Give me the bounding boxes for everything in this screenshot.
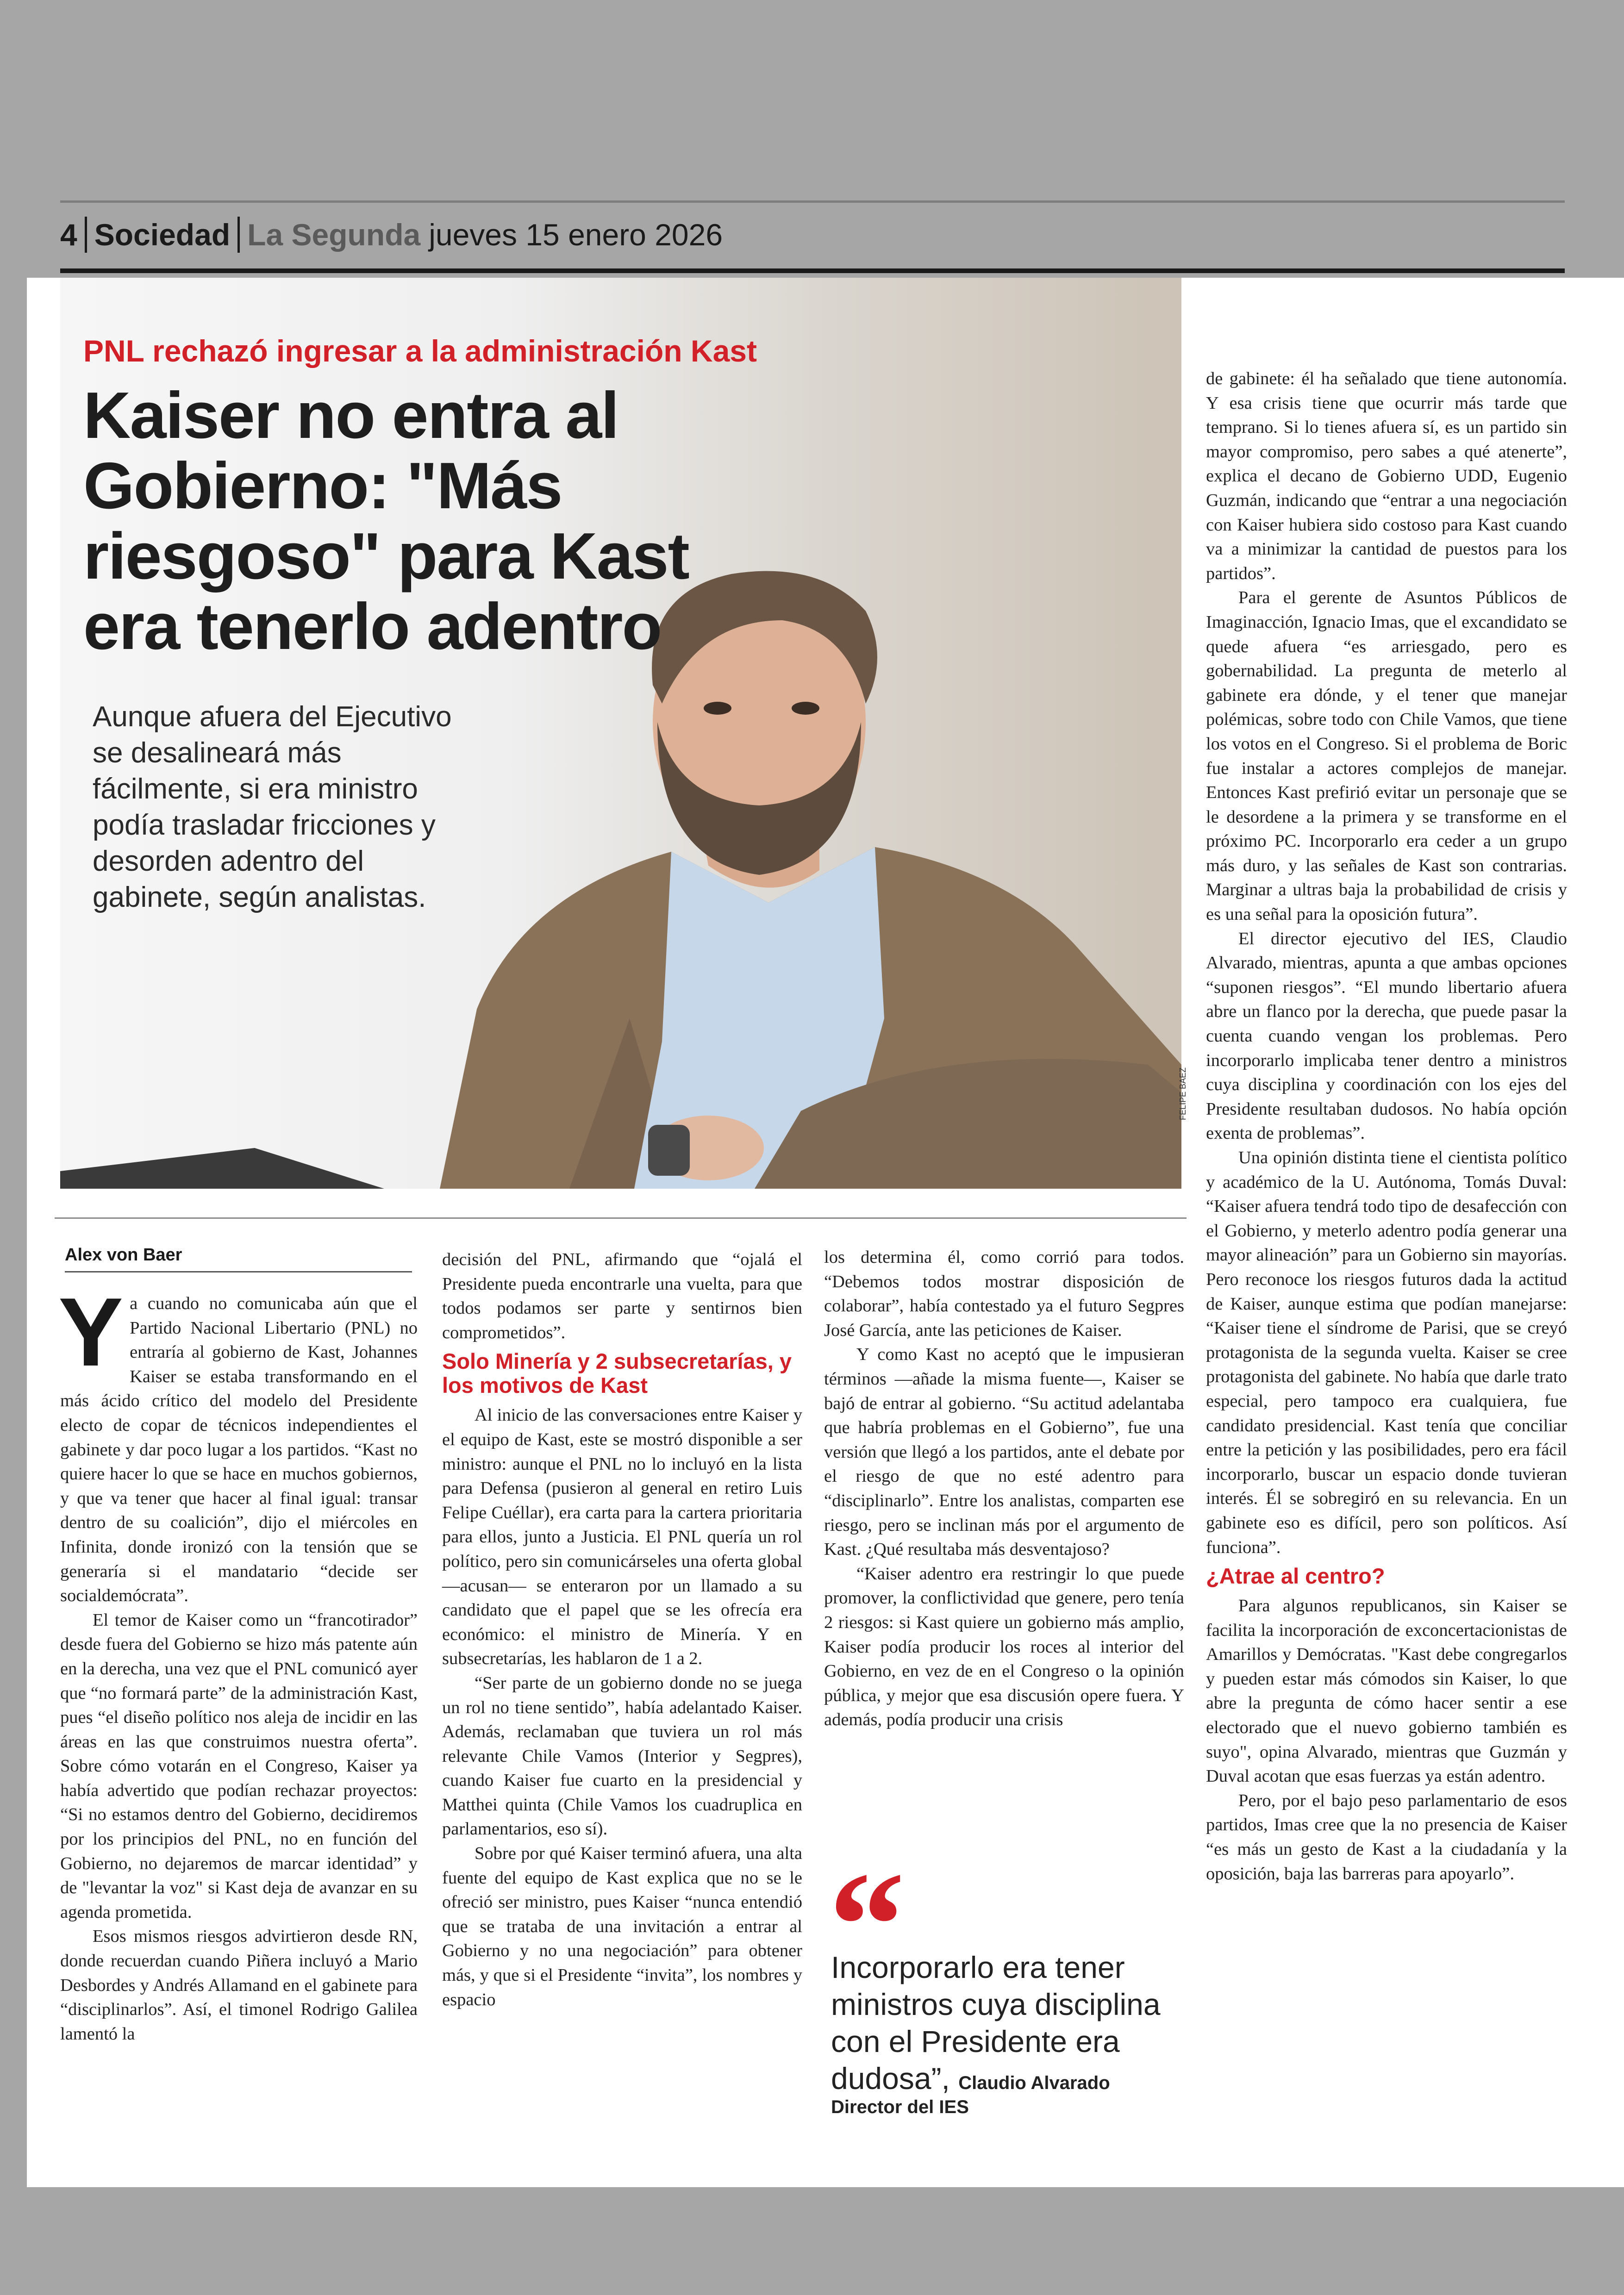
paragraph-text: a cuando no comunicaba aún que el Partido Nacional Libertario (PNL) no entraría al gobierno de Kast, Johannes Kaiser se estaba transformando en el más ácido crítico del modelo del Presidente electo de copar de técnicos independientes el gabinete y dar poco lugar a los partidos. “Kast no quiere hacer lo que se hace en muchos gobiernos, y que va tener que hacer al final igual: transar dentro de su coalición”, dijo el miércoles en Infinita, donde ironizó con la tensión que se generaría si el mandatario “decide ser socialdemócrata”. <box>60 1294 418 1606</box>
quote-mark-icon: “ <box>829 1841 905 2010</box>
paragraph: de gabinete: él ha señalado que tiene autonomía. Y esa crisis tiene que ocurrir más tarde que temprano. Si lo tienes afuera sí, es un partido sin mayor compromiso, pero sabes a qué atenerte”, explica el decano de Gobierno UDD, Eugenio Guzmán, indicando que “entrar a una negociación con Kaiser hubiera sido costoso para Kast cuando va a minimizar la cantidad de puestos para los partidos”. <box>1206 369 1567 583</box>
paragraph: Y como Kast no aceptó que le impusieran términos —añade la misma fuente—, Kaiser se bajó de entrar al gobierno. “Su actitud adelantaba que habría problemas en el Gobierno”, fue una versión que llegó a los partidos, ante el debate por el riesgo de que no esté adentro para “disciplinarlo”. Entre los analistas, comparten ese riesgo, pero se inclinan más por el argumento de Kast. ¿Qué resultaba más desventajoso? <box>824 1345 1184 1559</box>
paragraph: Esos mismos riesgos advirtieron desde RN, donde recuerdan cuando Piñera incluyó a Mario Desbordes y Andrés Allamand en el gabinete para “disciplinarlos”. Así, el timonel Rodrigo Galilea lamentó la <box>60 1927 418 2044</box>
issue-date: jueves 15 enero 2026 <box>429 218 723 252</box>
article-kicker: PNL rechazó ingresar a la administración Kast <box>83 334 757 368</box>
paragraph: El temor de Kaiser como un “francotirador” desde fuera del Gobierno se hizo más patente aún en la derecha, una vez que el PNL comunicó ayer que “no formará parte” de la administración Kast, pues “el diseño político nos aleja de incidir en las áreas en las que construimos nuestra oferta”. Sobre cómo votarán en el Congreso, Kaiser ya había advertido que podían rechazar proyectos: “Si no estamos dentro del Gobierno, decidiremos por los principios del PNL, no en función del Gobierno, no dejaremos de marcar identidad” y de "levantar la voz" si Kast deja de avanzar en su agenda prometida. <box>60 1610 418 1922</box>
article-headline: Kaiser no entra al Gobierno: "Más riesgoso" para Kast era tenerlo adentro <box>83 379 689 663</box>
folio-line <box>60 209 723 260</box>
article-deck: Aunque afuera del Ejecutivo se desalineará más fácilmente, si era ministro podía trasladar fricciones y desorden adentro del gabinete, según analistas. <box>93 701 452 913</box>
article-column-3 <box>824 1245 1184 1732</box>
paragraph: Para el gerente de Asuntos Públicos de Imaginacción, Ignacio Imas, que el excandidato se quede afuera “es arriesgado, pero es gobernabilidad. La pregunta de meterlo al gabinete era dónde, y el tener que manejar polémicas, sobre todo con Chile Vamos, que tiene los votos en el Congreso. Si el problema de Boric fue instalar a actores complejos de manejar. Entonces Kast prefirió evitar un personaje que se le desordene a la primera y se transforme en el próximo PC. Incorporarlo era ceder a un grupo más duro, y las señales de Kast son contrarias. Marginar a ultras baja la probabilidad de crisis y es una señal para la oposición futura”. <box>1206 588 1567 924</box>
paragraph: Una opinión distinta tiene el cientista político y académico de la U. Autónoma, Tomás Duval: “Kaiser afuera tendrá todo tipo de desafección con el Gobierno, y meterlo adentro podía generar una mayor alineación” para un Gobierno sin mayorías. Pero reconoce los riesgos futuros dada la actitud de Kaiser, aunque estima que podían manejarse: “Kaiser tiene el síndrome de Parisi, que se creyó protagonista de la segunda vuelta. Kaiser se cree protagonista del gabinete. No había que darle trato especial, pero tampoco era cualquiera, fue candidato presidencial. Kast tenía que conciliar entre la petición y las posibilidades, pero era fácil incorporarlo, buscar un espacio donde tuvieran interés. Él se sobregiró en su relevancia. En un gabinete eso es difícil, pero son políticos. Así funciona”. <box>1206 1148 1567 1557</box>
paragraph: decisión del PNL, afirmando que “ojalá el Presidente pueda encontrarle una vuelta, para que todos podamos ser parte y sentirnos bien comprometidos”. <box>442 1250 802 1342</box>
header-rule-top <box>60 200 1565 203</box>
paragraph: Al inicio de las conversaciones entre Kaiser y el equipo de Kast, este se mostró disponible a ser ministro: aunque el PNL no lo incluyó en la lista para Defensa (pusieron al general en retiro Luis Felipe Cuéllar), era carta para la cartera prioritaria para ellos, junto a Justicia. El PNL quería un rol político, pero sin comunicárseles una oferta global —acusan— se enteraron por un llamado a su candidato que el papel que se les ofrecía era económico: el ministro de Minería. Y en subsecretarías, les hablaron de 1 a 2. <box>442 1405 802 1669</box>
paragraph: Para algunos republicanos, sin Kaiser se facilita la incorporación de exconcertacionistas de Amarillos y Demócratas. "Kast debe congregarlos y pueden estar más cómodos sin Kaiser, lo que abre la pregunta de cómo hacer sentir a ese electorado que el nuevo gobierno también es suyo", opina Alvarado, mientras que Guzmán y Duval acotan que esas fuerzas ya están adentro. <box>1206 1596 1567 1786</box>
article-column-2 <box>442 1247 802 2012</box>
pull-quote <box>831 1949 1201 2102</box>
article-column-4 <box>1206 367 1567 1886</box>
byline-rule <box>65 1271 412 1272</box>
pull-quote-text: Incorporarlo era tener ministros cuya disciplina con el Presidente era dudosa”, <box>831 1950 1161 2095</box>
folio-separator <box>85 217 87 253</box>
header-rule-bottom <box>60 268 1565 273</box>
pull-quote-author: Claudio Alvarado <box>958 2073 1110 2093</box>
drop-cap: Y <box>58 1278 124 1386</box>
byline: Alex von Baer <box>65 1245 182 1265</box>
pull-quote-role: Director del IES <box>831 2097 969 2117</box>
subheading: Solo Minería y 2 subsecretarías, y los motivos de Kast <box>442 1349 792 1398</box>
paragraph: “Kaiser adentro era restringir lo que puede promover, la conflictividad que genere, pero tenía 2 riesgos: si Kast quiere un gobierno más amplio, Kaiser podía producir los roces al interior del Gobierno, en vez de en el Congreso o la opinión pública, y mejor que esa discusión opere fuera. Y además, podía producir una crisis <box>824 1564 1184 1730</box>
page-number: 4 <box>60 218 77 252</box>
section-name: Sociedad <box>94 218 231 252</box>
photo-credit: FELIPE BAEZ <box>1178 1067 1187 1120</box>
paragraph: Sobre por qué Kaiser terminó afuera, una alta fuente del equipo de Kast explica que no se le ofreció ser ministro, pues Kaiser “nunca entendió que se trataba de una invitación a entrar al Gobierno y no una negociación” para obtener más, y que si el Presidente “invita”, los nombres y espacio <box>442 1844 802 2009</box>
publication-name: La Segunda <box>247 218 421 252</box>
section-rule <box>55 1217 1187 1219</box>
article-column-1 <box>58 1278 418 2046</box>
paragraph: Pero, por el bajo peso parlamentario de esos partidos, Imas cree que la no presencia de Kaiser “es más un gesto de Kast a la ciudadanía y la oposición, baja las barreras para apoyarlo”. <box>1206 1790 1567 1883</box>
folio-separator <box>237 217 240 253</box>
paragraph: El director ejecutivo del IES, Claudio Alvarado, mientras, apunta a que ambas opciones “suponen riesgos”. “El mundo libertario afuera abre un flanco por la derecha, que puede pasar la cuenta cuando vengan los problemas. Pero incorporarlo implicaba tener dentro a ministros cuya disciplina y coordinación con los ejes del Presidente resultaban dudosos. No había opción exenta de problemas”. <box>1206 929 1567 1143</box>
paragraph <box>58 1278 418 1608</box>
paragraph: “Ser parte de un gobierno donde no se juega un rol no tiene sentido”, había adelantado Kaiser. Además, reclamaban que tuviera un rol más relevante Chile Vamos (Interior y Segpres), cuando Kaiser fue cuarto en la presidencial y Matthei quinta (Chile Vamos los cuadruplica en parlamentarios, eso sí). <box>442 1673 802 1839</box>
paragraph: los determina él, como corrió para todos. “Debemos todos mostrar disposición de colaborar”, había contestado ya el futuro Segpres José García, ante las peticiones de Kaiser. <box>824 1247 1184 1340</box>
subheading: ¿Atrae al centro? <box>1206 1564 1385 1589</box>
